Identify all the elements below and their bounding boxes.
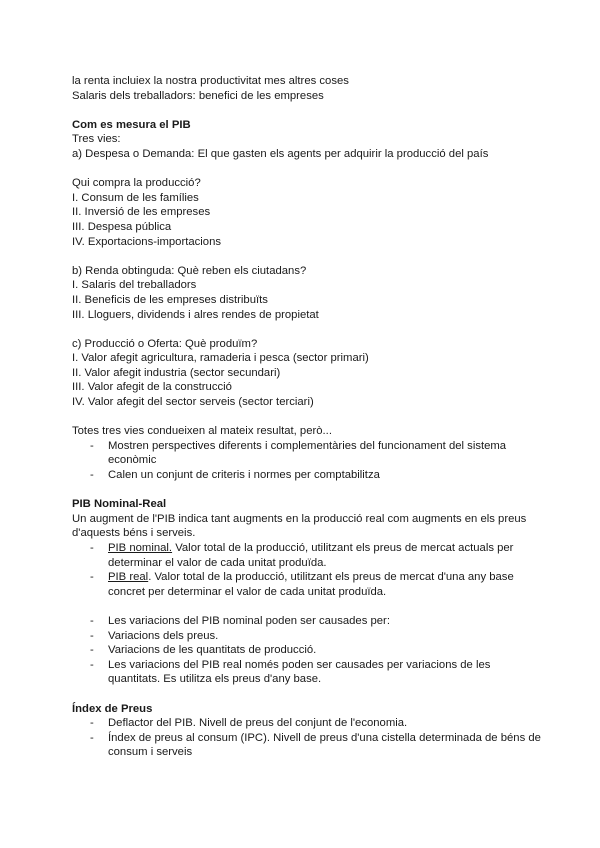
dash-marker: - [90, 542, 94, 554]
spacer [72, 410, 542, 425]
intro-line-2: Salaris dels treballadors: benefici de les empreses [72, 89, 324, 102]
list-item: III. Despesa pública [72, 220, 172, 233]
bullet-item [72, 468, 542, 483]
dash-marker: - [90, 658, 94, 671]
via-b: b) Renda obtinguda: Què reben els ciutadans? [72, 264, 307, 277]
bullet-text: Deflactor del PIB. Nivell de preus del conjunt de l'economia. [108, 717, 408, 730]
bullet-text: Les variacions del PIB nominal poden ser causades per: [108, 614, 390, 627]
list-item: I. Salaris del treballadors [72, 279, 197, 292]
bullet-item [72, 716, 542, 731]
heading-pib-nominal-real: PIB Nominal-Real [72, 498, 167, 511]
list-item: III. Lloguers, dividends i alres rendes de propietat [72, 308, 319, 321]
list-item: I. Consum de les famílies [72, 191, 199, 204]
bullet-text: Calen un conjunt de criteris i normes per comptabilitza [108, 469, 380, 482]
dash-marker: - [90, 571, 94, 584]
document-content [72, 74, 542, 760]
spacer [72, 483, 542, 498]
spacer [72, 687, 542, 702]
bullet-text: Les variacions del PIB real només poden ser causades per variacions de les quantitats. Es utilitza els preus d'any base. [108, 658, 491, 686]
list-item: II. Inversió de les empreses [72, 206, 211, 219]
dash-marker: - [90, 731, 94, 744]
definition-list [72, 541, 542, 599]
term-pib-nominal: PIB nominal. [108, 542, 173, 554]
bullet-item [72, 629, 542, 644]
nominal-paragraph: Un augment de l'PIB indica tant augments en la producció real com augments en els preus d'aquests béns i serveis. [72, 512, 527, 540]
via-a: a) Despesa o Demanda: El que gasten els agents per adquirir la producció del país [72, 147, 489, 160]
definition-text: Valor total de la producció, utilitzant els preus de mercat actuals per determinar el valor de cada unitat produïda. [108, 542, 514, 569]
bullet-item [72, 570, 542, 599]
list-item: IV. Valor afegit del sector serveis (sector terciari) [72, 396, 314, 409]
list-item: II. Valor afegit industria (sector secundari) [72, 366, 281, 379]
dash-marker: - [90, 614, 94, 627]
bullet-text: Mostren perspectives diferents i complementàries del funcionament del sistema econòmic [108, 439, 507, 467]
bullet-text: Variacions dels preus. [108, 629, 219, 642]
intro-line-1: la renta incluiex la nostra productivitat mes altres coses [72, 75, 349, 87]
qui-compra: Qui compra la producció? [72, 177, 201, 190]
spacer [72, 599, 542, 614]
index-list [72, 716, 542, 760]
dash-marker: - [90, 717, 94, 730]
dash-marker: - [90, 469, 94, 482]
tres-vies: Tres vies: [72, 133, 121, 146]
heading-com-es-mesura: Com es mesura el PIB [72, 118, 191, 131]
spacer [72, 249, 542, 264]
bullet-item [72, 731, 542, 760]
list-item: I. Valor afegit agricultura, ramaderia i pesca (sector primari) [72, 352, 369, 365]
variations-list [72, 614, 542, 687]
dash-marker: - [90, 439, 94, 452]
list-item: IV. Exportacions-importacions [72, 235, 222, 248]
bullet-item [72, 658, 542, 687]
bullet-item [72, 541, 542, 570]
spacer [72, 162, 542, 177]
term-pib-real: PIB real [108, 571, 149, 584]
bullet-item [72, 643, 542, 658]
totes-tres-vies: Totes tres vies condueixen al mateix resultat, però... [72, 425, 332, 438]
list-item: II. Beneficis de les empreses distribuïts [72, 293, 268, 306]
bullet-item [72, 439, 542, 468]
dash-marker: - [90, 629, 94, 642]
bullet-list [72, 439, 542, 483]
bullet-text: Variacions de les quantitats de producció. [108, 644, 317, 657]
via-c: c) Producció o Oferta: Què produïm? [72, 337, 258, 350]
definition-text: . Valor total de la producció, utilitzant els preus de mercat d'una any base concret per determinar el valor de cada unitat produïda. [108, 571, 514, 598]
heading-index-preus: Índex de Preus [72, 702, 153, 715]
bullet-text: Índex de preus al consum (IPC). Nivell de preus d'una cistella determinada de béns de consum i serveis [108, 731, 541, 759]
list-item: III. Valor afegit de la construcció [72, 381, 232, 394]
bullet-item [72, 614, 542, 629]
spacer [72, 322, 542, 337]
spacer [72, 103, 542, 118]
dash-marker: - [90, 644, 94, 657]
